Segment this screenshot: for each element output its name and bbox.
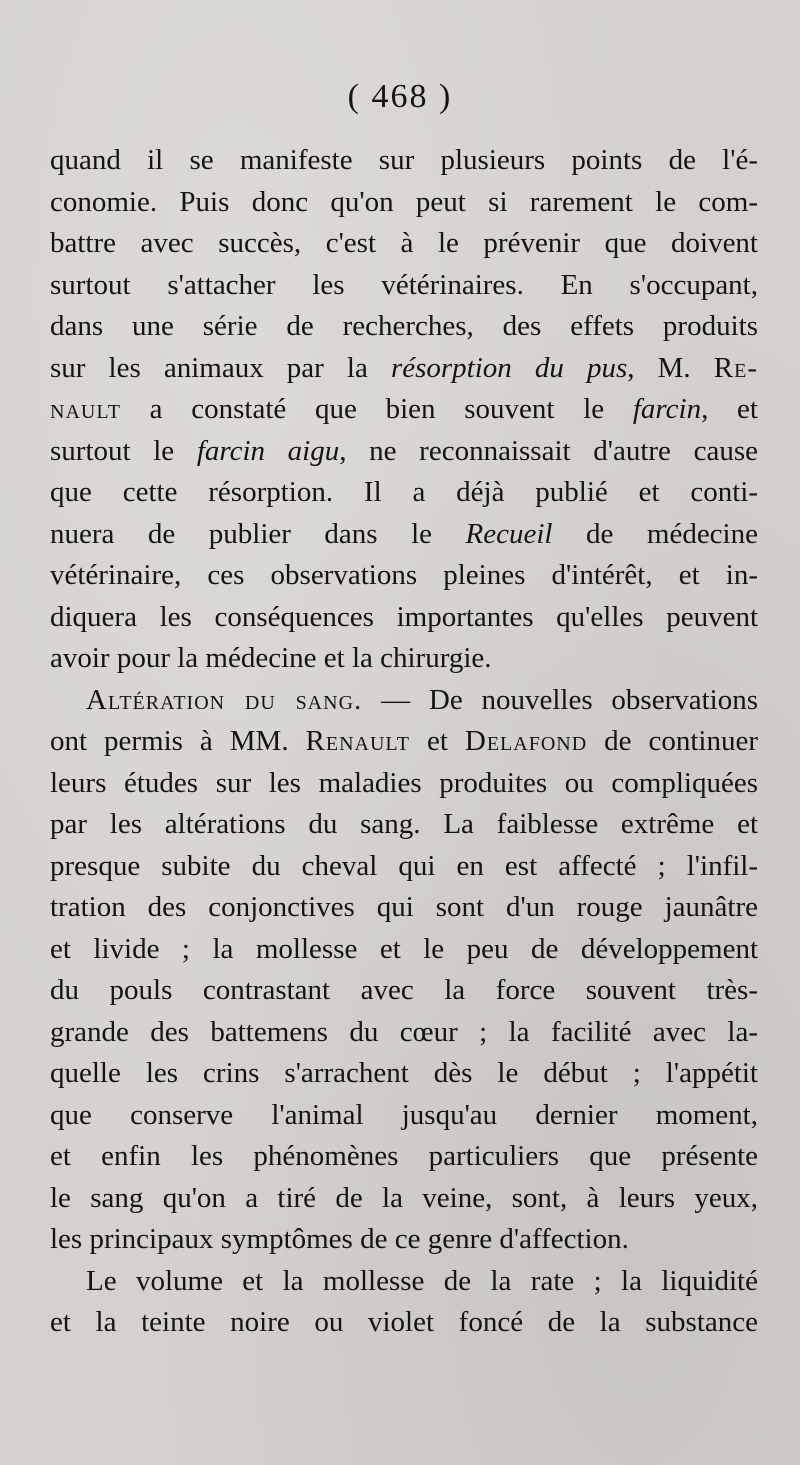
text-line: vétérinaire, ces observations pleines d'intérêt, et in- bbox=[50, 559, 758, 591]
text-line: et la teinte noire ou violet foncé de la substance bbox=[50, 1306, 758, 1338]
text-line bbox=[50, 348, 758, 390]
text-line: surtout s'attacher les vétérinaires. En s'occupant, bbox=[50, 268, 758, 301]
text-line bbox=[50, 514, 758, 556]
text-line: leurs études sur les maladies produites ou compliquées bbox=[50, 766, 758, 799]
text-line: que cette résorption. Il a déjà publié et conti- bbox=[50, 476, 758, 508]
text-line: et livide ; la mollesse et le peu de développement bbox=[50, 932, 758, 965]
text-run: nuera de publier dans le bbox=[50, 517, 466, 550]
author-name: Renault bbox=[305, 725, 411, 757]
text-run: sur les animaux par la bbox=[50, 351, 391, 384]
text-line bbox=[50, 431, 758, 473]
text-line: battre avec succès, c'est à le prévenir que doivent bbox=[50, 227, 758, 259]
text-line: grande des battemens du cœur ; la facilité avec la- bbox=[50, 1015, 758, 1048]
body-text bbox=[50, 140, 758, 1344]
text-line: Le volume et la mollesse de la rate ; la liquidité bbox=[86, 1264, 758, 1297]
text-line: les principaux symptômes de ce genre d'affection. bbox=[50, 1223, 629, 1255]
text-line: quand il se manifeste sur plusieurs points de l'é- bbox=[50, 144, 758, 176]
italic-term: farcin bbox=[632, 393, 702, 425]
text-run: , M. bbox=[627, 351, 714, 384]
text-line bbox=[50, 721, 758, 763]
author-name: Re- bbox=[713, 351, 758, 384]
text-line: par les altérations du sang. La faiblesse extrême et bbox=[50, 808, 758, 840]
text-line: tration des conjonctives qui sont d'un rouge jaunâtre bbox=[50, 891, 758, 923]
text-line: et enfin les phénomènes particuliers que présente bbox=[50, 1140, 758, 1172]
text-line: du pouls contrastant avec la force souvent très- bbox=[50, 974, 758, 1006]
section-heading: Altération du sang. bbox=[86, 683, 363, 716]
text-line: conomie. Puis donc qu'on peut si rarement le com- bbox=[50, 185, 758, 218]
text-line: le sang qu'on a tiré de la veine, sont, à leurs yeux, bbox=[50, 1181, 758, 1214]
text-run: et bbox=[410, 725, 465, 757]
italic-title: Recueil bbox=[465, 517, 553, 550]
page-number: ( 468 ) bbox=[347, 78, 453, 115]
italic-term: résorption du pus bbox=[390, 351, 628, 384]
text-line: que conserve l'animal jusqu'au dernier moment, bbox=[50, 1098, 758, 1131]
text-line: diquera les conséquences importantes qu'elles peuvent bbox=[50, 600, 758, 633]
text-line: quelle les crins s'arrachent dès le début ; l'appétit bbox=[50, 1057, 758, 1089]
text-line: presque subite du cheval qui en est affecté ; l'infil- bbox=[50, 849, 758, 882]
text-run: surtout le bbox=[50, 434, 197, 467]
text-line: dans une série de recherches, des effets produits bbox=[50, 310, 758, 342]
author-name: nault bbox=[50, 393, 121, 425]
text-run: de continuer bbox=[587, 725, 758, 757]
author-name: Delafond bbox=[464, 725, 588, 757]
text-run: de médecine bbox=[552, 517, 758, 550]
text-run: , ne reconnaissait d'autre cause bbox=[339, 434, 758, 467]
italic-term: farcin aigu bbox=[196, 434, 340, 467]
text-run: ont permis à MM. bbox=[50, 725, 306, 757]
text-line: avoir pour la médecine et la chirurgie. bbox=[50, 642, 492, 674]
text-run: a constaté que bien souvent le bbox=[120, 393, 633, 425]
section-heading-line bbox=[50, 680, 758, 722]
text-run: , et bbox=[701, 393, 758, 425]
text-line bbox=[50, 389, 758, 431]
text-run: — De nouvelles observations bbox=[362, 683, 759, 716]
